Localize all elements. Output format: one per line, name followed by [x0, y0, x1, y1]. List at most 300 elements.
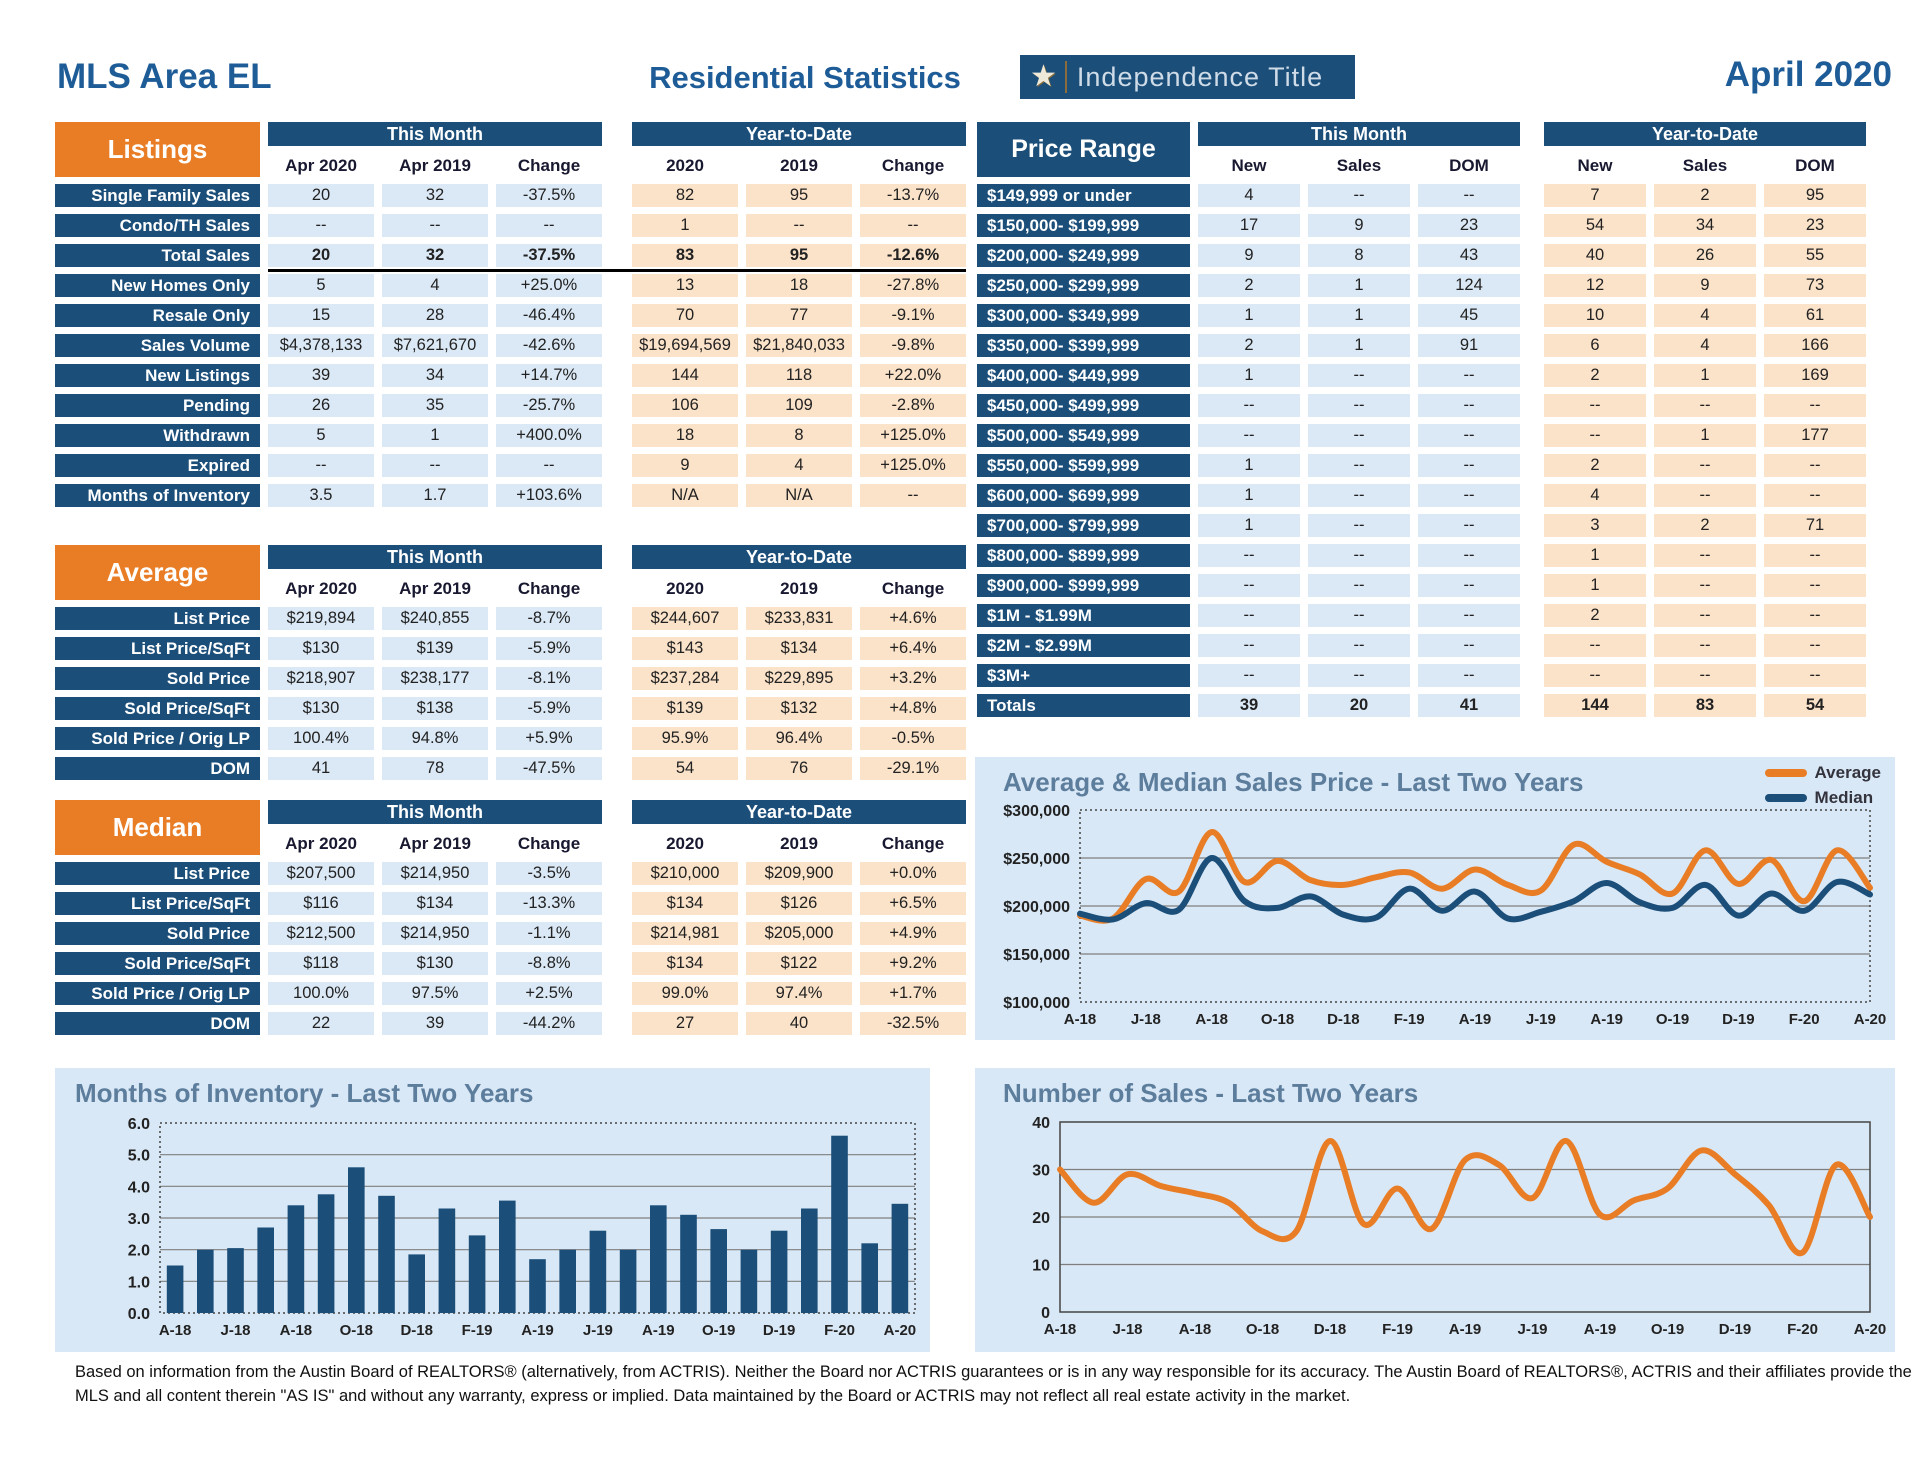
svg-text:O-19: O-19 [1655, 1011, 1690, 1028]
row-label: Sold Price / Orig LP [55, 982, 260, 1005]
value-cell: 10 [1544, 304, 1646, 327]
report-title: Residential Statistics [649, 60, 961, 95]
group-header: This Month [1198, 122, 1520, 146]
column-header: New [1577, 156, 1613, 175]
value-cell: 8 [746, 424, 852, 447]
value-cell: -- [1764, 394, 1866, 417]
svg-text:A-19: A-19 [521, 1322, 554, 1339]
row-label: List Price [55, 862, 260, 885]
value-cell: 1 [382, 424, 488, 447]
column-header: Sales [1682, 156, 1728, 175]
value-cell: 9 [1198, 244, 1300, 267]
value-cell: 5 [268, 424, 374, 447]
value-cell: -29.1% [860, 757, 966, 780]
value-cell: $218,907 [268, 667, 374, 690]
column-header: Change [517, 156, 581, 175]
svg-text:F-19: F-19 [1393, 1011, 1425, 1028]
value-cell: -13.3% [496, 892, 602, 915]
section-header: Listings [55, 122, 260, 177]
column-header: Change [881, 834, 945, 853]
value-cell: 61 [1764, 304, 1866, 327]
svg-text:0.0: 0.0 [127, 1306, 150, 1323]
months-of-inventory-chart [55, 1068, 930, 1352]
svg-text:2.0: 2.0 [127, 1242, 150, 1260]
value-cell: -9.1% [860, 304, 966, 327]
value-cell: -- [1418, 514, 1520, 537]
row-label: Total Sales [55, 244, 260, 267]
value-cell: -46.4% [496, 304, 602, 327]
value-cell: 43 [1418, 244, 1520, 267]
value-cell: 9 [1308, 214, 1410, 237]
value-cell: -37.5% [496, 244, 602, 267]
value-cell: 7 [1544, 184, 1646, 207]
value-cell: -- [268, 214, 374, 237]
svg-text:O-18: O-18 [1260, 1011, 1295, 1028]
row-label: $200,000- $249,999 [977, 244, 1190, 267]
value-cell: 96.4% [746, 727, 852, 750]
value-cell: -8.7% [496, 607, 602, 630]
value-cell: +5.9% [496, 727, 602, 750]
row-label: Sold Price/SqFt [55, 697, 260, 720]
logo-divider [1065, 61, 1067, 93]
svg-text:D-19: D-19 [762, 1322, 796, 1339]
group-header: Year-to-Date [632, 122, 966, 146]
value-cell: 1 [1198, 514, 1300, 537]
legend-label: Median [1814, 788, 1874, 807]
value-cell: 20 [268, 184, 374, 207]
value-cell: -- [1418, 394, 1520, 417]
value-cell: 1 [1198, 364, 1300, 387]
value-cell: $139 [632, 697, 738, 720]
svg-text:D-19: D-19 [1722, 1011, 1755, 1028]
value-cell: $134 [632, 952, 738, 975]
value-cell: -- [1654, 394, 1756, 417]
value-cell: -- [1764, 574, 1866, 597]
value-cell: -- [1654, 634, 1756, 657]
value-cell: 18 [746, 274, 852, 297]
value-cell: -- [1198, 544, 1300, 567]
legend-label: Average [1814, 763, 1881, 782]
svg-text:F-19: F-19 [461, 1322, 493, 1339]
value-cell: 144 [1544, 694, 1646, 717]
value-cell: 3.5 [268, 484, 374, 507]
value-cell: 95 [746, 184, 852, 207]
value-cell: -- [1418, 544, 1520, 567]
value-cell: 70 [632, 304, 738, 327]
value-cell: 54 [1764, 694, 1866, 717]
row-label: $550,000- $599,999 [977, 454, 1190, 477]
value-cell: 55 [1764, 244, 1866, 267]
value-cell: 18 [632, 424, 738, 447]
value-cell: -2.8% [860, 394, 966, 417]
value-cell: -- [496, 214, 602, 237]
value-cell: 1 [1308, 304, 1410, 327]
value-cell: +4.6% [860, 607, 966, 630]
svg-text:5.0: 5.0 [127, 1147, 150, 1165]
value-cell: N/A [746, 484, 852, 507]
value-cell: $134 [382, 892, 488, 915]
value-cell: -- [382, 454, 488, 477]
value-cell: -- [1544, 424, 1646, 447]
report-date: April 2020 [1724, 55, 1892, 94]
value-cell: 106 [632, 394, 738, 417]
value-cell: $214,950 [382, 862, 488, 885]
section-header: Median [55, 800, 260, 855]
section-header: Average [55, 545, 260, 600]
value-cell: -- [1764, 634, 1866, 657]
value-cell: 169 [1764, 364, 1866, 387]
value-cell: -- [1198, 634, 1300, 657]
value-cell: -8.1% [496, 667, 602, 690]
svg-text:A-18: A-18 [1043, 1321, 1077, 1338]
svg-text:D-18: D-18 [1313, 1321, 1347, 1338]
value-cell: -- [1198, 574, 1300, 597]
column-header: Apr 2020 [285, 579, 357, 598]
disclaimer-line-1: Based on information from the Austin Board of REALTORS® (alternatively, from ACTRIS). Neither the Board nor ACTRIS guarantees or is in any way responsible for its accuracy. The Austin Board of REALTORS®, ACTRIS and their affiliates provide the [75, 1363, 1912, 1381]
value-cell: -- [1654, 604, 1756, 627]
value-cell: 95 [1764, 184, 1866, 207]
svg-text:D-18: D-18 [1327, 1011, 1360, 1028]
star-icon: ★ [1030, 60, 1057, 93]
value-cell: -27.8% [860, 274, 966, 297]
svg-text:F-20: F-20 [1787, 1321, 1818, 1338]
svg-text:A-19: A-19 [1583, 1321, 1617, 1338]
value-cell: 1 [1654, 364, 1756, 387]
value-cell: -- [1418, 664, 1520, 687]
value-cell: 34 [382, 364, 488, 387]
row-label: Sold Price / Orig LP [55, 727, 260, 750]
row-label: $300,000- $349,999 [977, 304, 1190, 327]
value-cell: -- [496, 454, 602, 477]
row-label: List Price/SqFt [55, 892, 260, 915]
value-cell: +3.2% [860, 667, 966, 690]
total-divider-line [268, 269, 966, 272]
value-cell: +9.2% [860, 952, 966, 975]
column-header: 2020 [666, 156, 704, 175]
column-header: 2019 [780, 156, 818, 175]
row-label: Condo/TH Sales [55, 214, 260, 237]
column-header: 2019 [780, 579, 818, 598]
value-cell: -- [1308, 604, 1410, 627]
value-cell: $229,895 [746, 667, 852, 690]
value-cell: -13.7% [860, 184, 966, 207]
svg-text:A-18: A-18 [1178, 1321, 1212, 1338]
value-cell: 54 [632, 757, 738, 780]
svg-text:$100,000: $100,000 [1003, 995, 1070, 1012]
value-cell: 2 [1654, 514, 1756, 537]
value-cell: 15 [268, 304, 374, 327]
value-cell: $237,284 [632, 667, 738, 690]
value-cell: 1 [1544, 544, 1646, 567]
column-header: 2020 [666, 834, 704, 853]
value-cell: -- [1418, 574, 1520, 597]
value-cell: -- [860, 214, 966, 237]
value-cell: -8.8% [496, 952, 602, 975]
value-cell: -- [1764, 544, 1866, 567]
row-label: New Homes Only [55, 274, 260, 297]
chart-title: Average & Median Sales Price - Last Two Years [1003, 767, 1584, 797]
value-cell: $244,607 [632, 607, 738, 630]
value-cell: $21,840,033 [746, 334, 852, 357]
value-cell: +103.6% [496, 484, 602, 507]
value-cell: 4 [1544, 484, 1646, 507]
value-cell: 76 [746, 757, 852, 780]
value-cell: +0.0% [860, 862, 966, 885]
value-cell: +6.5% [860, 892, 966, 915]
row-label: Sold Price [55, 667, 260, 690]
svg-text:D-19: D-19 [1718, 1321, 1752, 1338]
column-header: New [1231, 156, 1267, 175]
chart-title: Months of Inventory - Last Two Years [75, 1078, 534, 1108]
value-cell: -5.9% [496, 697, 602, 720]
value-cell: 12 [1544, 274, 1646, 297]
value-cell: -- [382, 214, 488, 237]
value-cell: -- [1308, 484, 1410, 507]
group-header: This Month [268, 122, 602, 146]
svg-text:A-20: A-20 [1853, 1321, 1887, 1338]
value-cell: 97.5% [382, 982, 488, 1005]
value-cell: 22 [268, 1012, 374, 1035]
value-cell: 32 [382, 184, 488, 207]
value-cell: -- [1308, 184, 1410, 207]
svg-text:F-20: F-20 [824, 1322, 855, 1339]
value-cell: 83 [1654, 694, 1756, 717]
value-cell: 9 [1654, 274, 1756, 297]
svg-text:A-20: A-20 [883, 1322, 917, 1339]
svg-text:$250,000: $250,000 [1003, 851, 1070, 868]
value-cell: 41 [1418, 694, 1520, 717]
value-cell: -- [1764, 604, 1866, 627]
svg-text:A-19: A-19 [1458, 1011, 1492, 1028]
value-cell: +4.9% [860, 922, 966, 945]
row-label: $2M - $2.99M [977, 634, 1190, 657]
median-table [55, 800, 966, 1035]
value-cell: +125.0% [860, 424, 966, 447]
value-cell: -- [1198, 394, 1300, 417]
value-cell: 97.4% [746, 982, 852, 1005]
value-cell: 26 [268, 394, 374, 417]
column-header: Change [517, 834, 581, 853]
value-cell: -- [1764, 484, 1866, 507]
value-cell: -47.5% [496, 757, 602, 780]
value-cell: 54 [1544, 214, 1646, 237]
svg-text:O-19: O-19 [1650, 1321, 1685, 1338]
value-cell: +400.0% [496, 424, 602, 447]
section-header: Price Range [977, 122, 1190, 177]
value-cell: $207,500 [268, 862, 374, 885]
independence-title-logo [1020, 55, 1355, 99]
row-label: $150,000- $199,999 [977, 214, 1190, 237]
value-cell: -- [1654, 574, 1756, 597]
value-cell: -- [1308, 634, 1410, 657]
value-cell: -25.7% [496, 394, 602, 417]
value-cell: 35 [382, 394, 488, 417]
value-cell: 2 [1654, 184, 1756, 207]
value-cell: $240,855 [382, 607, 488, 630]
row-label: $3M+ [977, 664, 1190, 687]
value-cell: $19,694,569 [632, 334, 738, 357]
svg-text:0: 0 [1041, 1305, 1050, 1322]
svg-text:A-18: A-18 [1195, 1011, 1228, 1028]
value-cell: -- [1308, 664, 1410, 687]
value-cell: -5.9% [496, 637, 602, 660]
svg-text:A-18: A-18 [158, 1322, 192, 1339]
value-cell: -- [1198, 664, 1300, 687]
avg-median-price-chart [975, 757, 1895, 1040]
row-label: List Price [55, 607, 260, 630]
row-label: $900,000- $999,999 [977, 574, 1190, 597]
column-header: Apr 2019 [399, 834, 471, 853]
value-cell: $212,500 [268, 922, 374, 945]
value-cell: 20 [268, 244, 374, 267]
row-label: Pending [55, 394, 260, 417]
value-cell: +14.7% [496, 364, 602, 387]
svg-text:O-18: O-18 [339, 1322, 373, 1339]
disclaimer-line-2: MLS and all content therein "AS IS" and without any warranty, express or implied. Data maintained by the Board or ACTRIS may not reflect all real estate activity in the market. [75, 1387, 1351, 1405]
value-cell: -- [1544, 664, 1646, 687]
value-cell: $139 [382, 637, 488, 660]
value-cell: 1 [1308, 274, 1410, 297]
value-cell: -- [1308, 424, 1410, 447]
value-cell: -- [1654, 454, 1756, 477]
row-label: List Price/SqFt [55, 637, 260, 660]
row-label: DOM [55, 1012, 260, 1035]
value-cell: -32.5% [860, 1012, 966, 1035]
value-cell: 2 [1544, 604, 1646, 627]
value-cell: -- [1654, 484, 1756, 507]
row-label: $700,000- $799,999 [977, 514, 1190, 537]
value-cell: 34 [1654, 214, 1756, 237]
value-cell: 1 [1198, 454, 1300, 477]
svg-text:A-19: A-19 [642, 1322, 675, 1339]
row-label: Sales Volume [55, 334, 260, 357]
row-label: $400,000- $449,999 [977, 364, 1190, 387]
row-label: Single Family Sales [55, 184, 260, 207]
value-cell: +22.0% [860, 364, 966, 387]
value-cell: 2 [1198, 334, 1300, 357]
svg-text:40: 40 [1032, 1115, 1050, 1132]
svg-text:$150,000: $150,000 [1003, 947, 1070, 964]
value-cell: -- [1308, 574, 1410, 597]
svg-text:1.0: 1.0 [127, 1274, 150, 1292]
svg-text:A-19: A-19 [1448, 1321, 1482, 1338]
row-label: Totals [977, 694, 1190, 717]
svg-text:A-19: A-19 [1590, 1011, 1623, 1028]
value-cell: -- [1418, 364, 1520, 387]
row-label: Months of Inventory [55, 484, 260, 507]
number-of-sales-chart [975, 1068, 1895, 1352]
value-cell: $214,981 [632, 922, 738, 945]
row-label: New Listings [55, 364, 260, 387]
value-cell: -9.8% [860, 334, 966, 357]
value-cell: -- [1418, 634, 1520, 657]
svg-text:3.0: 3.0 [127, 1211, 150, 1228]
value-cell: 4 [1654, 334, 1756, 357]
value-cell: 177 [1764, 424, 1866, 447]
value-cell: $214,950 [382, 922, 488, 945]
row-label: $1M - $1.99M [977, 604, 1190, 627]
value-cell: -- [1198, 604, 1300, 627]
value-cell: 1 [1308, 334, 1410, 357]
value-cell: 23 [1418, 214, 1520, 237]
svg-text:J-19: J-19 [582, 1322, 613, 1339]
value-cell: 4 [1654, 304, 1756, 327]
value-cell: -- [1764, 664, 1866, 687]
value-cell: -- [1308, 514, 1410, 537]
row-label: Withdrawn [55, 424, 260, 447]
value-cell: 166 [1764, 334, 1866, 357]
value-cell: 73 [1764, 274, 1866, 297]
row-label: $800,000- $899,999 [977, 544, 1190, 567]
value-cell: -- [268, 454, 374, 477]
svg-text:J-19: J-19 [1517, 1321, 1548, 1338]
value-cell: 1 [1544, 574, 1646, 597]
value-cell: 2 [1198, 274, 1300, 297]
svg-text:F-20: F-20 [1788, 1011, 1820, 1028]
area-title: MLS Area EL [57, 57, 272, 96]
value-cell: +2.5% [496, 982, 602, 1005]
value-cell: +125.0% [860, 454, 966, 477]
value-cell: 100.4% [268, 727, 374, 750]
column-header: DOM [1449, 156, 1489, 175]
value-cell: 4 [746, 454, 852, 477]
value-cell: -- [1544, 394, 1646, 417]
value-cell: 13 [632, 274, 738, 297]
price-range-table [977, 122, 1866, 717]
value-cell: 78 [382, 757, 488, 780]
value-cell: 40 [746, 1012, 852, 1035]
row-label: $600,000- $699,999 [977, 484, 1190, 507]
value-cell: -- [1418, 424, 1520, 447]
value-cell: 5 [268, 274, 374, 297]
svg-text:$300,000: $300,000 [1003, 803, 1070, 820]
value-cell: -42.6% [496, 334, 602, 357]
value-cell: 77 [746, 304, 852, 327]
value-cell: 1.7 [382, 484, 488, 507]
value-cell: $130 [268, 697, 374, 720]
value-cell: 2 [1544, 364, 1646, 387]
value-cell: $219,894 [268, 607, 374, 630]
row-label: $250,000- $299,999 [977, 274, 1190, 297]
value-cell: -3.5% [496, 862, 602, 885]
row-label: Sold Price/SqFt [55, 952, 260, 975]
value-cell: -- [860, 484, 966, 507]
value-cell: 4 [382, 274, 488, 297]
value-cell: -12.6% [860, 244, 966, 267]
value-cell: $205,000 [746, 922, 852, 945]
column-header: Sales [1336, 156, 1382, 175]
row-label: Expired [55, 454, 260, 477]
value-cell: 144 [632, 364, 738, 387]
value-cell: 82 [632, 184, 738, 207]
value-cell: $134 [746, 637, 852, 660]
svg-text:A-18: A-18 [1063, 1011, 1097, 1028]
value-cell: -- [1418, 184, 1520, 207]
group-header: Year-to-Date [1544, 122, 1866, 146]
value-cell: 95.9% [632, 727, 738, 750]
value-cell: 39 [268, 364, 374, 387]
value-cell: -- [1198, 424, 1300, 447]
value-cell: 9 [632, 454, 738, 477]
svg-text:A-18: A-18 [279, 1322, 313, 1339]
value-cell: 1 [1654, 424, 1756, 447]
value-cell: 124 [1418, 274, 1520, 297]
value-cell: +6.4% [860, 637, 966, 660]
svg-text:30: 30 [1032, 1162, 1050, 1180]
value-cell: 109 [746, 394, 852, 417]
value-cell: $4,378,133 [268, 334, 374, 357]
group-header: Year-to-Date [632, 545, 966, 569]
